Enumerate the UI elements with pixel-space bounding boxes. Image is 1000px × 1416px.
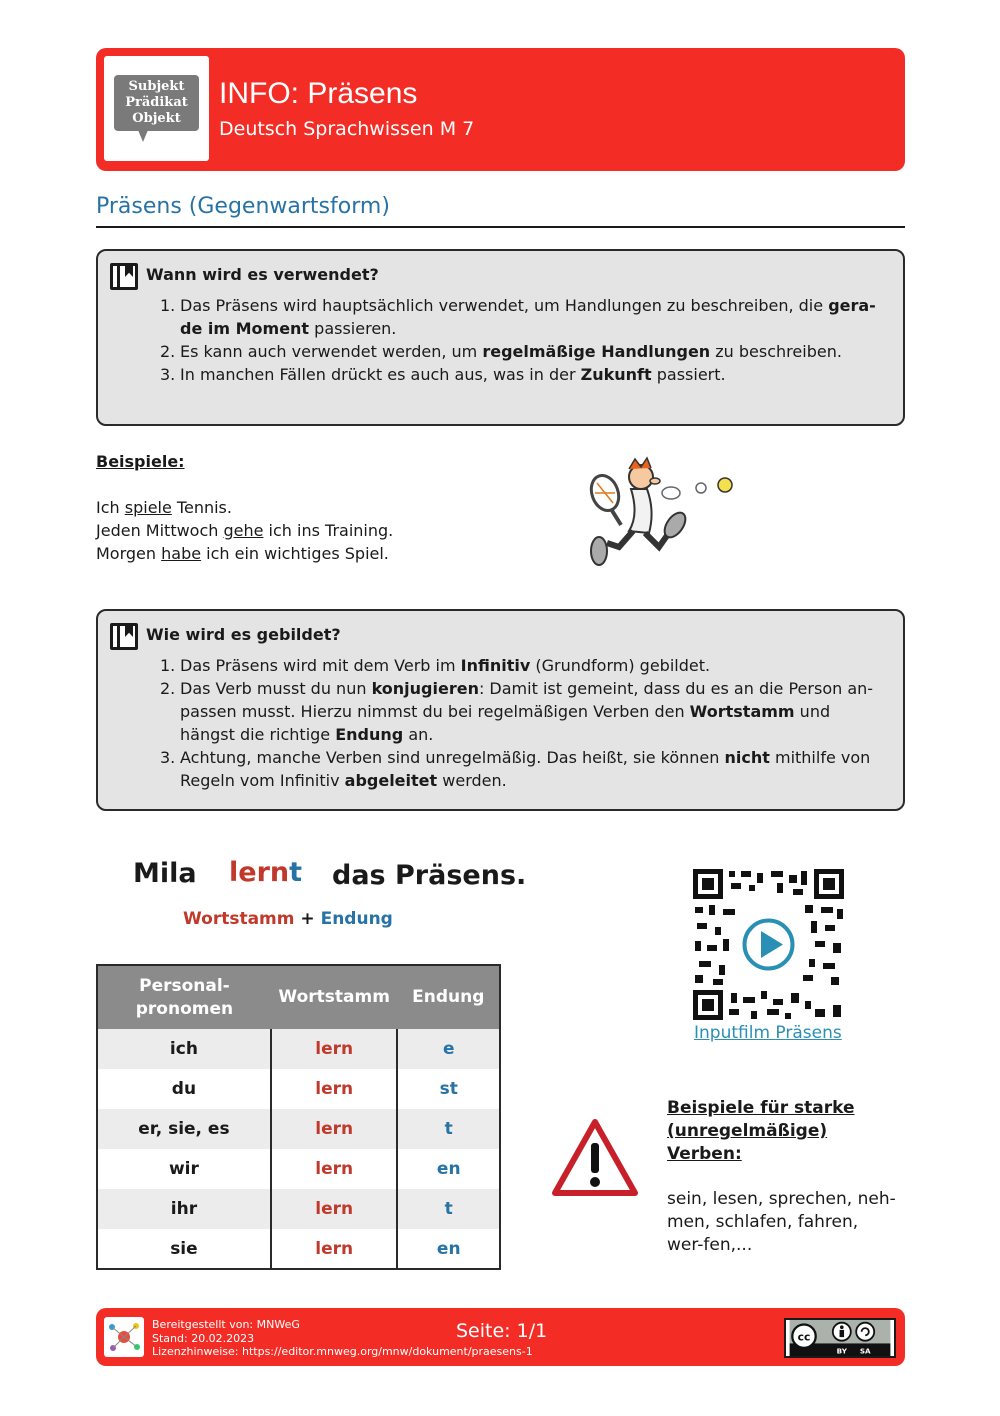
cc-label: cc (797, 1330, 811, 1344)
list-item (160, 294, 890, 340)
header-pronoun: Personal- pronomen (97, 965, 271, 1029)
list-text: mithilfe von Regeln vom Infinitiv (180, 748, 871, 790)
sentence-rest: das Präsens. (332, 860, 527, 891)
conjugation-table (96, 964, 501, 1270)
speech-bubble-icon (114, 75, 199, 131)
strong-verbs-title: Beispiele für starke (unregelmäßige) Verben: (667, 1098, 855, 1164)
example-line (96, 498, 232, 517)
stem-ending-legend (183, 909, 393, 929)
list-bold: Zukunft (580, 365, 652, 384)
verb-ending: t (289, 857, 303, 888)
strong-verbs-list: sein, lesen, sprechen, neh-men, schlafen, fahren, wer-fen,... (667, 1189, 896, 1255)
cc-license-badge[interactable] (784, 1318, 896, 1358)
list-item (160, 677, 890, 746)
table-row (97, 1149, 500, 1189)
sentence-subject: Mila (133, 858, 197, 889)
cell-ending: t (397, 1189, 500, 1229)
list-text: zu beschreiben. (710, 342, 842, 361)
tennis-player-illustration (583, 455, 743, 575)
cell-pronoun: wir (97, 1149, 271, 1189)
list-number: 3. (160, 748, 176, 767)
logo-text-2: Prädikat (125, 95, 188, 110)
example-verb: habe (161, 544, 202, 563)
example-verb: spiele (124, 498, 172, 517)
book-icon (110, 623, 138, 650)
info-box-usage (96, 249, 905, 426)
page-title: INFO: Präsens (219, 77, 418, 110)
example-line (96, 521, 393, 540)
list-bold: nicht (724, 748, 770, 767)
list-text: (Grundform) gebildet. (530, 656, 711, 675)
example-line (96, 544, 389, 563)
list-text: an. (403, 725, 434, 744)
footer-provider: Bereitgestellt von: MNWeG (152, 1318, 300, 1331)
list-text: Es kann auch verwendet werden, um (180, 342, 483, 361)
logo (104, 56, 209, 161)
list-text: und hängst die richtige (180, 702, 831, 744)
legend-ending: Endung (320, 909, 393, 929)
footer-date: Stand: 20.02.2023 (152, 1332, 255, 1345)
box-heading: Wann wird es verwendet? (146, 265, 379, 284)
numbered-list (160, 294, 890, 386)
list-number: 1. (160, 656, 176, 675)
page-subtitle: Deutsch Sprachwissen M 7 (219, 118, 475, 140)
list-item (160, 340, 890, 363)
cell-ending: en (397, 1149, 500, 1189)
table-row (97, 1029, 500, 1069)
list-text: : Damit ist gemeint, dass du es an die Person an-passen musst. Hierzu nimmst du bei regelmäßigen Verben den (180, 679, 874, 721)
example-text: ich ein wichtiges Spiel. (201, 544, 389, 563)
example-verb: gehe (223, 521, 264, 540)
cell-stem: lern (271, 1189, 398, 1229)
header-ending: Endung (397, 965, 500, 1029)
cell-pronoun: er, sie, es (97, 1109, 271, 1149)
table-row (97, 1229, 500, 1269)
network-logo-icon (104, 1317, 144, 1357)
list-bold: abgeleitet (344, 771, 438, 790)
header-stem: Wortstamm (271, 965, 398, 1029)
list-bold: Infinitiv (460, 656, 531, 675)
cell-ending: st (397, 1069, 500, 1109)
video-link[interactable]: Inputfilm Präsens (694, 1023, 842, 1043)
cell-stem: lern (271, 1029, 398, 1069)
cell-pronoun: ich (97, 1029, 271, 1069)
list-item (160, 654, 890, 677)
list-text: In manchen Fällen drückt es auch aus, was in der (180, 365, 581, 384)
cell-stem: lern (271, 1149, 398, 1189)
cell-pronoun: du (97, 1069, 271, 1109)
footer-banner (96, 1308, 905, 1366)
list-bold: gera-de im Moment (180, 296, 876, 338)
sentence-verb (229, 857, 302, 888)
list-item (160, 363, 890, 386)
header-banner (96, 48, 905, 171)
cell-ending: en (397, 1229, 500, 1269)
example-text: Ich (96, 498, 125, 517)
table-row (97, 1109, 500, 1149)
list-text: passieren. (309, 319, 397, 338)
warning-icon (552, 1119, 638, 1197)
example-text: Tennis. (171, 498, 232, 517)
verb-stem: lern (229, 857, 290, 888)
list-bold: regelmäßige Handlungen (482, 342, 711, 361)
table-header-row (97, 965, 500, 1029)
list-text: Das Präsens wird hauptsächlich verwendet, um Handlungen zu beschreiben, die (180, 296, 829, 315)
example-text: ich ins Training. (263, 521, 394, 540)
box-heading: Wie wird es gebildet? (146, 625, 341, 644)
cell-ending: t (397, 1109, 500, 1149)
legend-stem: Wortstamm (183, 909, 295, 929)
cell-stem: lern (271, 1229, 398, 1269)
speech-bubble-tail (138, 130, 148, 142)
info-box-formation (96, 609, 905, 811)
numbered-list (160, 654, 890, 792)
list-bold: Wortstamm (689, 702, 795, 721)
list-item (160, 746, 890, 792)
footer-license[interactable]: Lizenzhinweise: https://editor.mnweg.org/mnw/dokument/praesens-1 (152, 1345, 533, 1358)
example-text: Morgen (96, 544, 162, 563)
cell-pronoun: sie (97, 1229, 271, 1269)
cc-sa-label: SA (859, 1346, 871, 1356)
qr-code[interactable] (693, 869, 844, 1020)
cc-by-label: BY (836, 1346, 847, 1356)
list-number: 3. (160, 365, 176, 384)
list-bold: konjugieren (371, 679, 479, 698)
cell-pronoun: ihr (97, 1189, 271, 1229)
list-text: Das Verb musst du nun (180, 679, 372, 698)
table-row (97, 1069, 500, 1109)
logo-text-1: Subjekt (128, 79, 185, 94)
section-title: Präsens (Gegenwartsform) (96, 194, 390, 219)
examples-title: Beispiele: (96, 452, 185, 471)
list-text: Das Präsens wird mit dem Verb im (180, 656, 461, 675)
list-text: passiert. (651, 365, 726, 384)
table-row (97, 1189, 500, 1229)
list-text: werden. (437, 771, 507, 790)
example-text: Jeden Mittwoch (96, 521, 224, 540)
list-number: 1. (160, 296, 176, 315)
book-icon (110, 263, 138, 290)
cell-ending: e (397, 1029, 500, 1069)
cell-stem: lern (271, 1109, 398, 1149)
logo-text-3: Objekt (132, 111, 181, 126)
list-number: 2. (160, 679, 176, 698)
list-number: 2. (160, 342, 176, 361)
list-text: Achtung, manche Verben sind unregelmäßig. Das heißt, sie können (180, 748, 725, 767)
list-bold: Endung (335, 725, 404, 744)
legend-plus: + (300, 909, 315, 929)
cell-stem: lern (271, 1069, 398, 1109)
page-number: Seite: 1/1 (456, 1320, 548, 1342)
section-divider (96, 226, 905, 228)
